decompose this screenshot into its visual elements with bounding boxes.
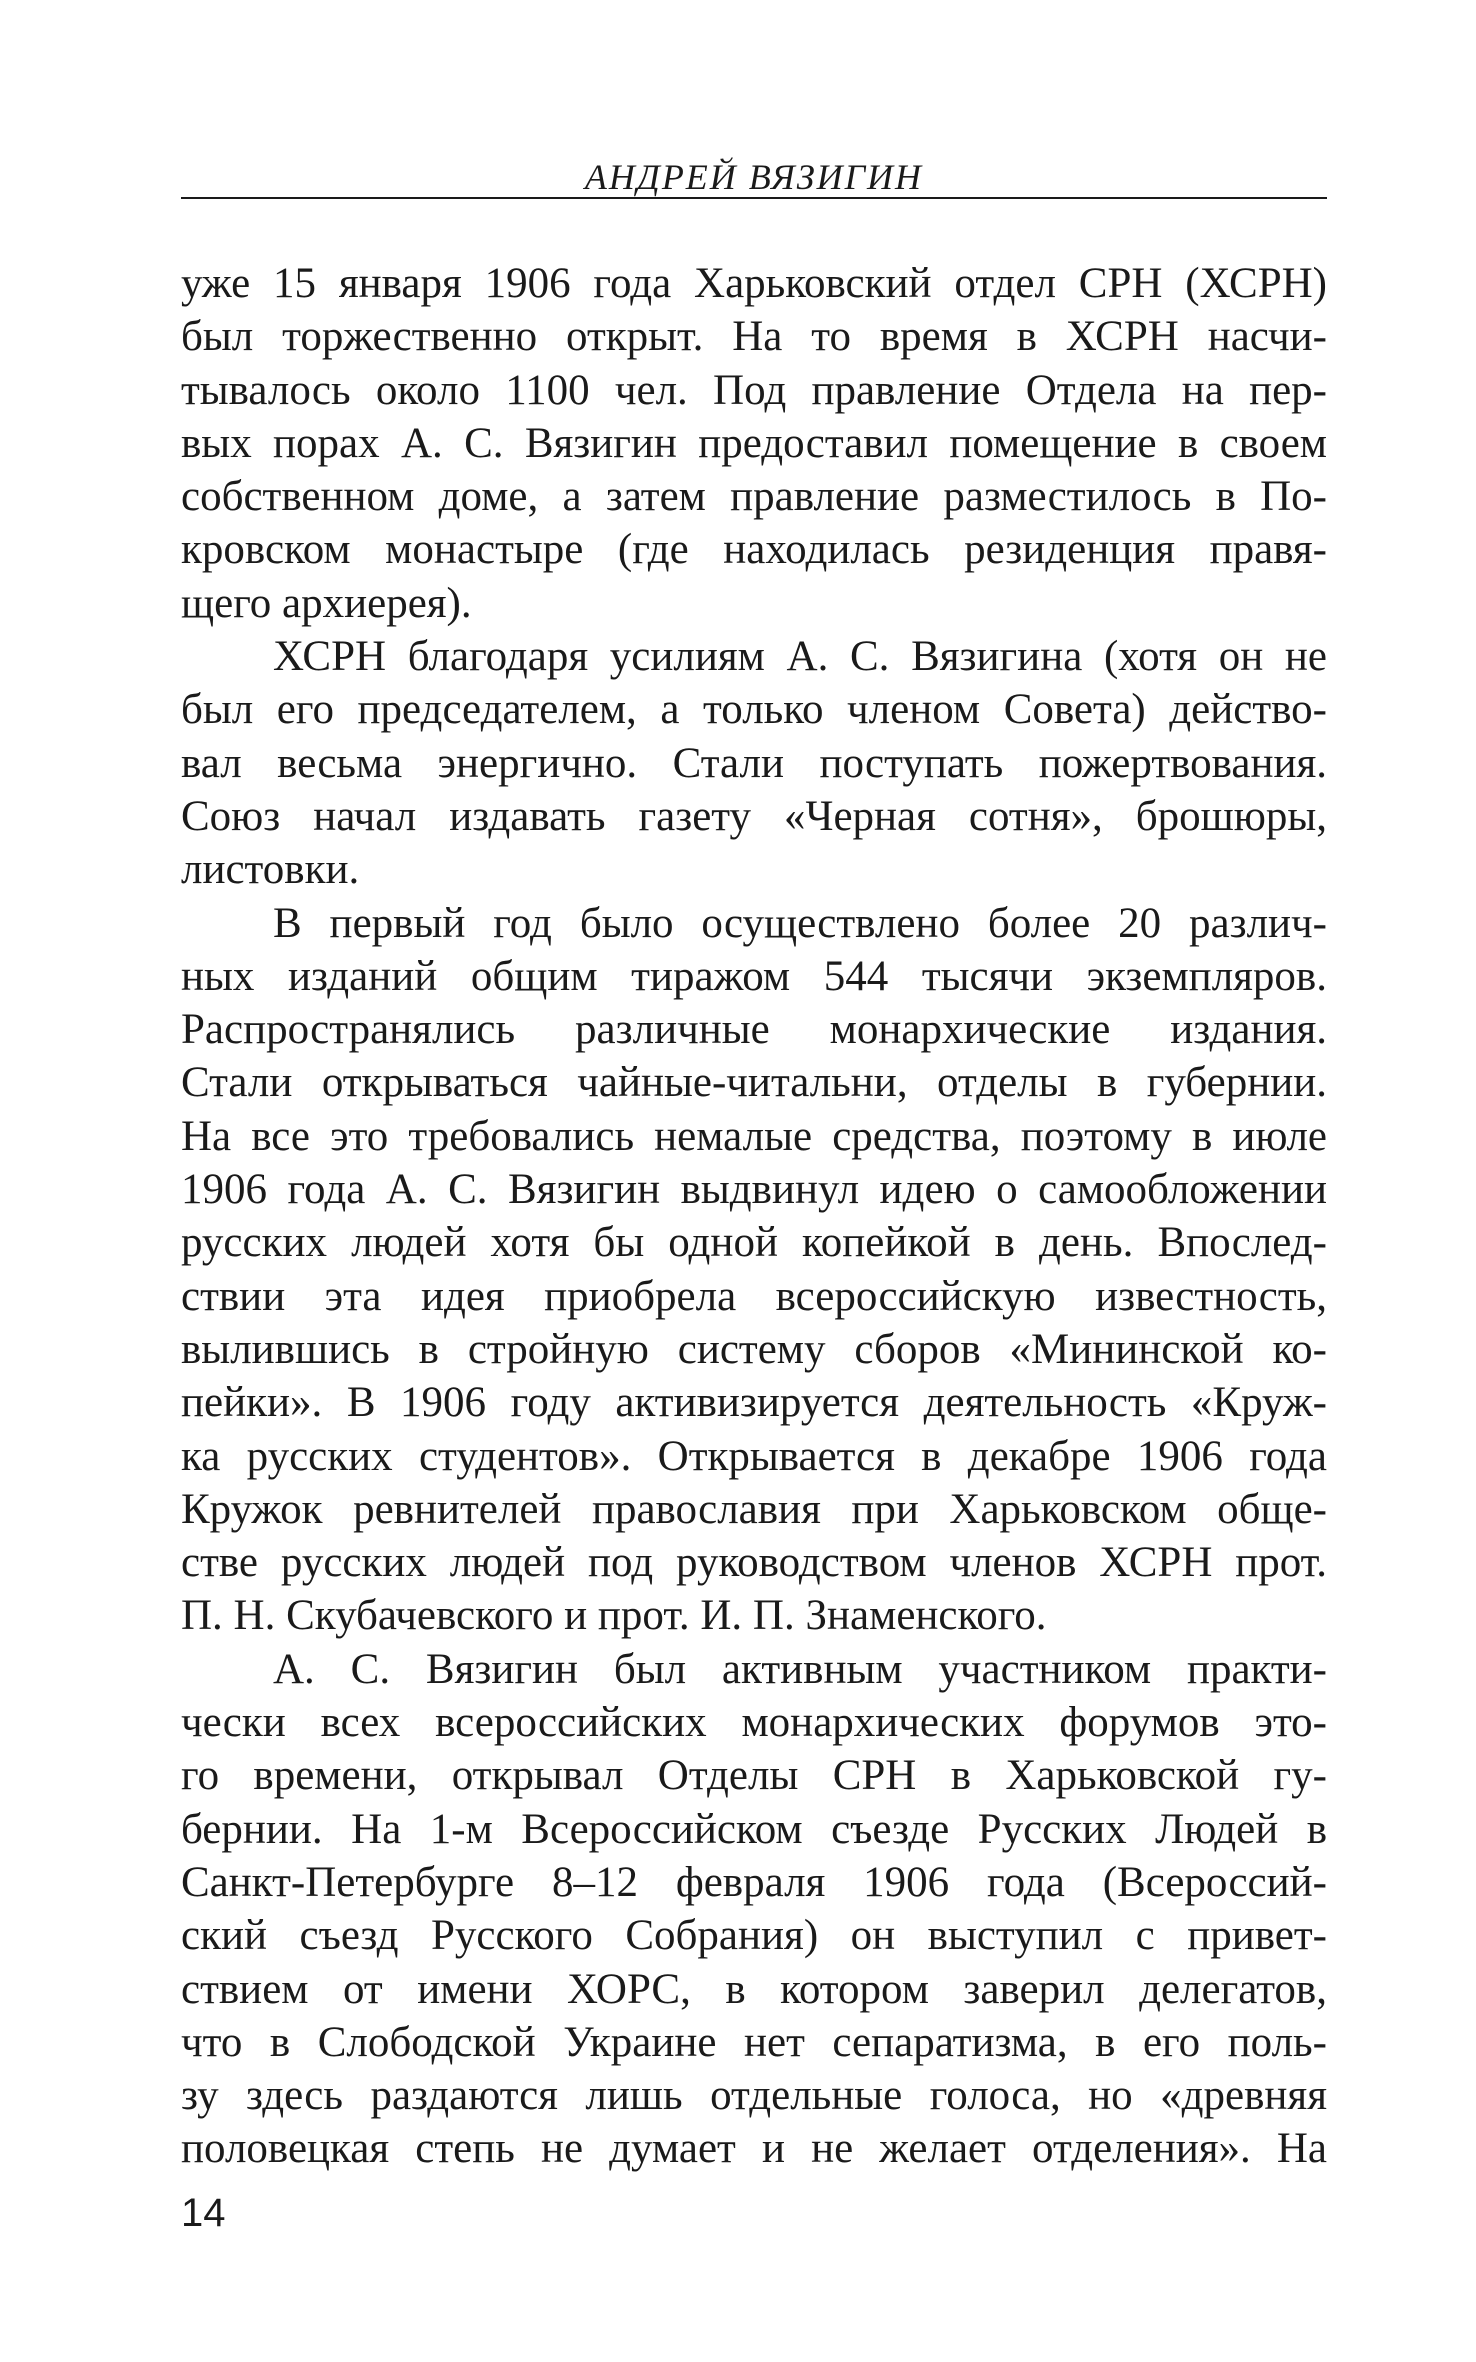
text-line: кровском монастыре (где находилась резиденция правя-	[181, 526, 1327, 574]
paragraph	[181, 1643, 1327, 2176]
paragraph	[181, 897, 1327, 1643]
text-line: 1906 года А. С. Вязигин выдвинул идею о самообложении	[181, 1166, 1327, 1214]
text-line: зу здесь раздаются лишь отдельные голоса, но «древняя	[181, 2072, 1327, 2120]
text-line: чески всех всероссийских монархических форумов это-	[181, 1699, 1327, 1747]
text-line: был торжественно открыт. На то время в ХСРН насчи-	[181, 313, 1327, 361]
text-line: В первый год было осуществлено более 20 различ-	[273, 899, 1327, 947]
text-line: Союз начал издавать газету «Черная сотня», брошюры,	[181, 792, 1327, 840]
text-line: уже 15 января 1906 года Харьковский отдел СРН (ХСРН)	[181, 260, 1327, 307]
text-line: что в Слободской Украине нет сепаратизма, в его поль-	[181, 2018, 1327, 2066]
text-line: тывалось около 1100 чел. Под правление Отдела на пер-	[181, 366, 1327, 414]
text-line: вых порах А. С. Вязигин предоставил помещение в своем	[181, 419, 1327, 467]
text-line: русских людей хотя бы одной копейкой в день. Впослед-	[181, 1219, 1327, 1267]
text-line: ХСРН благодаря усилиям А. С. Вязигина (хотя он не	[273, 633, 1327, 681]
text-line: На все это требовались немалые средства, поэтому в июле	[181, 1112, 1327, 1160]
header-rule	[181, 197, 1327, 199]
text-line: вал весьма энергично. Стали поступать пожертвования.	[181, 739, 1327, 787]
text-line: щего архиерея).	[181, 579, 472, 627]
text-line: Кружок ревнителей православия при Харьковском обще-	[181, 1485, 1327, 1533]
text-line: бернии. На 1-м Всероссийском съезде Русских Людей в	[181, 1805, 1327, 1853]
paragraph	[181, 630, 1327, 896]
text-line: Распространялись различные монархические издания.	[181, 1006, 1327, 1054]
body-text	[181, 257, 1327, 2176]
text-line: Стали открываться чайные-читальни, отделы в губернии.	[181, 1059, 1327, 1107]
text-line: половецкая степь не думает и не желает отделения». На	[181, 2125, 1327, 2173]
text-line: го времени, открывал Отделы СРН в Харьковской гу-	[181, 1752, 1327, 1800]
text-line: Санкт-Петербурге 8–12 февраля 1906 года (Всероссий-	[181, 1858, 1327, 1906]
page-number: 14	[181, 2191, 226, 2235]
text-line: стве русских людей под руководством членов ХСРН прот.	[181, 1539, 1327, 1587]
text-line: ка русских студентов». Открывается в декабре 1906 года	[181, 1432, 1327, 1480]
running-head: АНДРЕЙ ВЯЗИГИН	[584, 157, 924, 197]
text-line: П. Н. Скубачевского и прот. И. П. Знаменского.	[181, 1592, 1047, 1640]
text-line: пейки». В 1906 году активизируется деятельность «Круж-	[181, 1379, 1327, 1427]
text-line: ных изданий общим тиражом 544 тысячи экземпляров.	[181, 952, 1327, 1000]
paragraph	[181, 257, 1327, 630]
text-line: ствием от имени ХОРС, в котором заверил делегатов,	[181, 1965, 1327, 2013]
text-line: вылившись в стройную систему сборов «Мининской ко-	[181, 1325, 1327, 1373]
text-line: ский съезд Русского Собрания) он выступил с привет-	[181, 1912, 1327, 1960]
text-line: листовки.	[181, 846, 360, 894]
text-line: собственном доме, а затем правление разместилось в По-	[181, 473, 1327, 521]
text-line: А. С. Вязигин был активным участником практи-	[273, 1645, 1327, 1693]
text-line: был его председателем, а только членом Совета) действо-	[181, 686, 1327, 734]
text-line: ствии эта идея приобрела всероссийскую известность,	[181, 1272, 1327, 1320]
